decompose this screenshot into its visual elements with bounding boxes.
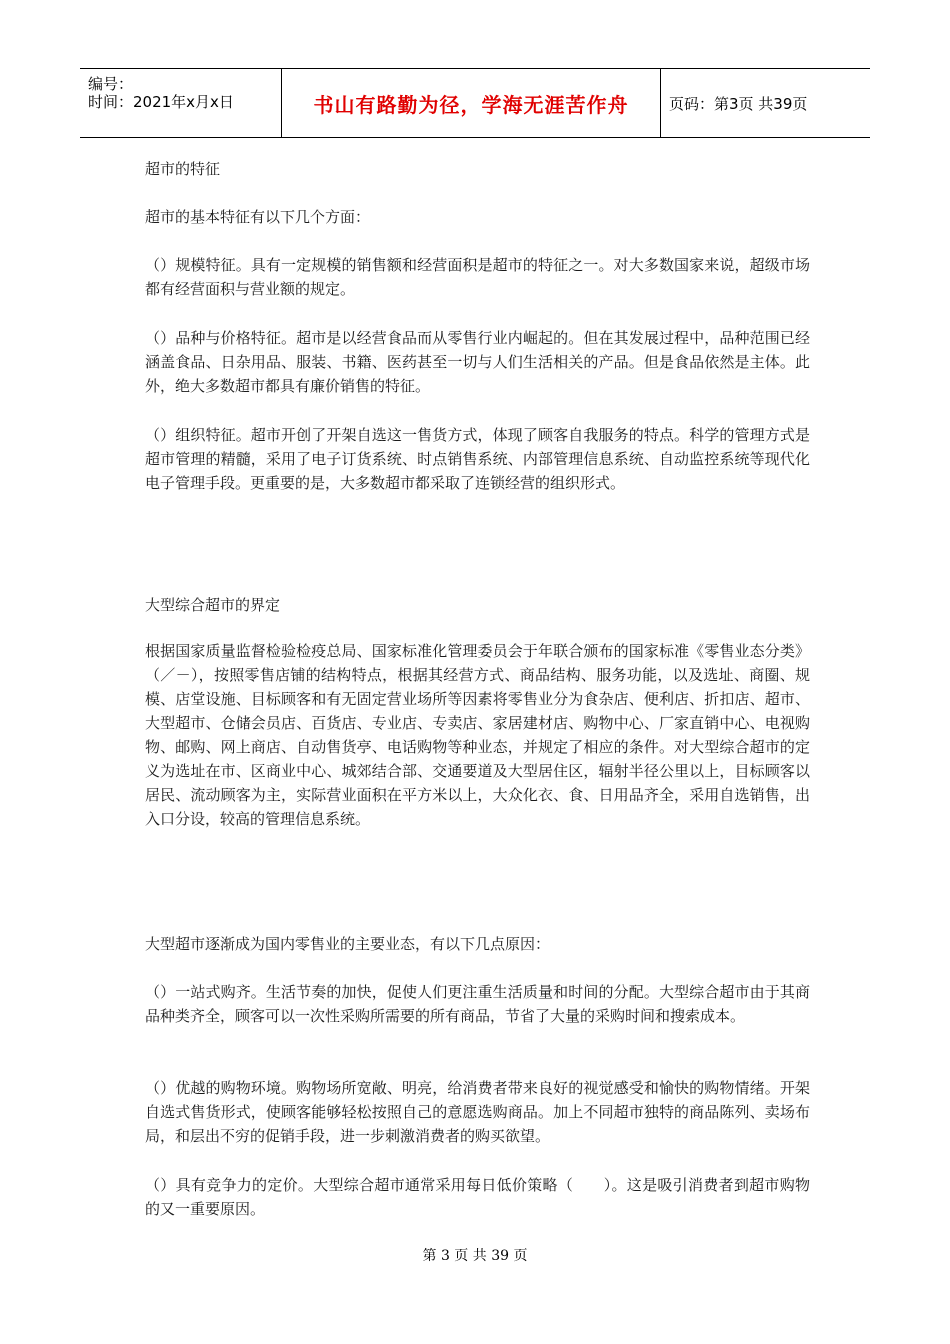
header-motto-cell (282, 69, 661, 137)
paragraph: （）组织特征。超市开创了开架自选这一售货方式，体现了顾客自我服务的特点。科学的管理方式是超市管理的精髓，采用了电子订货系统、时点销售系统、内部管理信息系统、自动监控系统等现代化电子管理手段。更重要的是，大多数超市都采取了连锁经营的组织形式。 (145, 426, 810, 492)
header-meta-cell (80, 69, 282, 137)
time-label: 时间：2021年x月x日 (88, 93, 234, 111)
page-footer: 第 3 页 共 39 页 (422, 1248, 528, 1264)
paragraph: （）规模特征。具有一定规模的销售额和经营面积是超市的特征之一。对大多数国家来说，超级市场都有经营面积与营业额的规定。 (145, 256, 810, 298)
motto-text: 书山有路勤为径，学海无涯苦作舟 (313, 92, 629, 117)
document-header (80, 68, 870, 138)
paragraph: 超市的基本特征有以下几个方面： (145, 208, 371, 226)
paragraph: （）具有竞争力的定价。大型综合超市通常采用每日低价策略（ ）。这是吸引消费者到超市购物的又一重要原因。 (145, 1176, 810, 1218)
number-label: 编号： (88, 75, 134, 93)
paragraph: 根据国家质量监督检验检疫总局、国家标准化管理委员会于年联合颁布的国家标准《零售业态分类》（／－），按照零售店铺的结构特点，根据其经营方式、商品结构、服务功能，以及选址、商圈、规模、店堂设施、目标顾客和有无固定营业场所等因素将零售业分为食杂店、便利店、折扣店、超市、大型超市、仓储会员店、百货店、专业店、专卖店、家居建材店、购物中心、厂家直销中心、电视购物、邮购、网上商店、自动售货亭、电话购物等种业态，并规定了相应的条件。对大型综合超市的定义为选址在市、区商业中心、城郊结合部、交通要道及大型居住区，辐射半径公里以上，目标顾客以居民、流动顾客为主，实际营业面积在平方米以上，大众化衣、食、日用品齐全，采用自选销售，出入口分设，较高的管理信息系统。 (145, 642, 810, 828)
paragraph: （）一站式购齐。生活节奏的加快，促使人们更注重生活质量和时间的分配。大型综合超市由于其商品种类齐全，顾客可以一次性采购所需要的所有商品，节省了大量的采购时间和搜索成本。 (145, 983, 810, 1025)
paragraph: 大型超市逐渐成为国内零售业的主要业态，有以下几点原因： (145, 935, 551, 953)
section-heading: 超市的特征 (145, 160, 221, 178)
section-heading: 大型综合超市的界定 (145, 596, 281, 614)
paragraph: （）优越的购物环境。购物场所宽敞、明亮，给消费者带来良好的视觉感受和愉快的购物情绪。开架自选式售货形式，使顾客能够轻松按照自己的意愿选购商品。加上不同超市独特的商品陈列、卖场布局，和层出不穷的促销手段，进一步刺激消费者的购买欲望。 (145, 1079, 810, 1145)
page-info: 页码：第3页 共39页 (669, 94, 808, 113)
paragraph: （）品种与价格特征。超市是以经营食品而从零售行业内崛起的。但在其发展过程中，品种范围已经涵盖食品、日杂用品、服装、书籍、医药甚至一切与人们生活相关的产品。但是食品依然是主体。此外，绝大多数超市都具有廉价销售的特征。 (145, 329, 810, 395)
header-page-info-cell (661, 69, 878, 137)
